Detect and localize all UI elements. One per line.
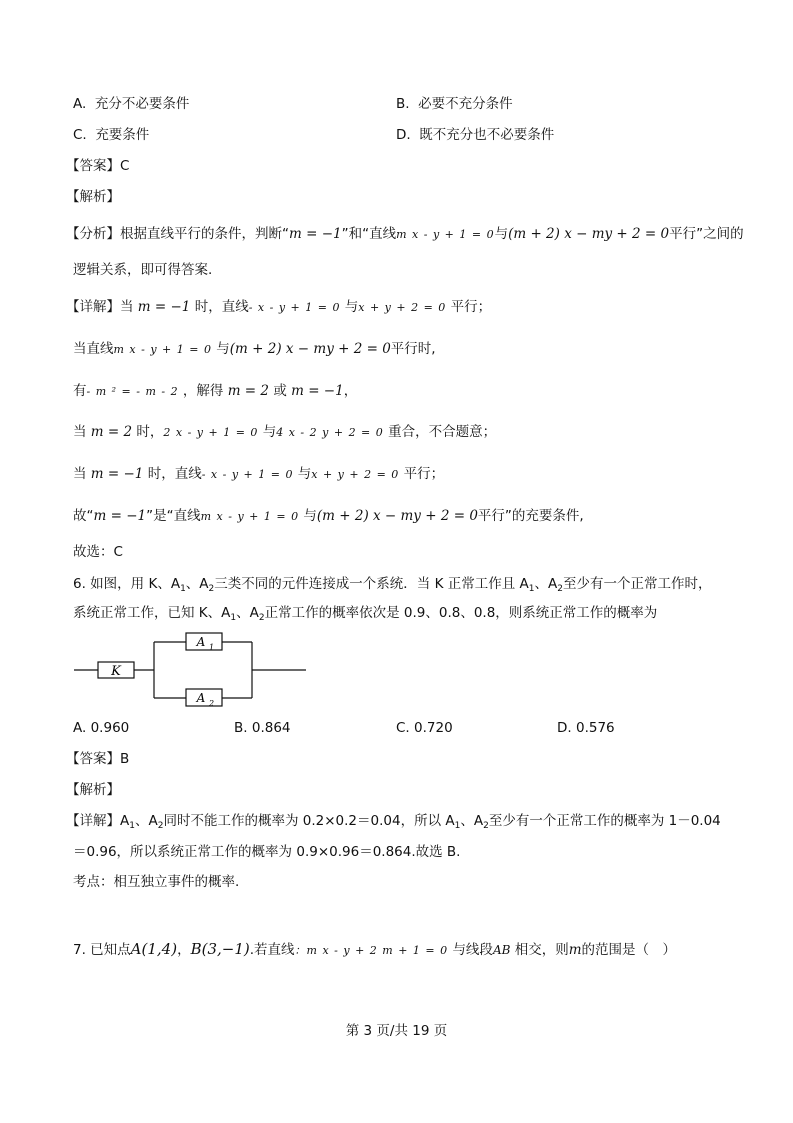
- final-answer: 故选：C: [73, 544, 123, 560]
- q6-option-d: D. 0.576: [557, 720, 615, 736]
- detail-line-3: 有- m ² = - m - 2 ，解得 m = 2 或 m = −1，: [73, 383, 358, 399]
- q6-analysis-heading: 【解析】: [66, 782, 120, 798]
- detail-line-1: 【详解】当 m = −1 时，直线- x - y + 1 = 0 与x + y + 2 = 0 平行；: [66, 299, 492, 315]
- detail-line-4: 当 m = 2 时，2 x - y + 1 = 0 与4 x - 2 y + 2 = 0 重合，不合题意；: [73, 424, 497, 440]
- a2-label: A: [196, 691, 206, 705]
- a2-sub: 2: [209, 699, 215, 708]
- q6-option-b: B. 0.864: [234, 720, 291, 736]
- option-c: C. 充要条件: [73, 127, 150, 143]
- q6-detail-line-2: ＝0.96，所以系统正常工作的概率为 0.9×0.96＝0.864.故选 B.: [73, 844, 461, 860]
- option-b: B. 必要不充分条件: [396, 96, 513, 112]
- option-d: D. 既不充分也不必要条件: [396, 127, 555, 143]
- q6-stem-line-2: 系统正常工作，已知 K、$A_1$、$A_2$正常工作的概率依次是 0.9、0.8、0.8，则系统正常工作的概率为: [73, 605, 658, 623]
- detail-line-2: 当直线m x - y + 1 = 0 与(m + 2) x − my + 2 = 0平行时,: [73, 341, 436, 357]
- k-label: K: [111, 664, 121, 679]
- analysis-heading: 【解析】: [66, 189, 120, 205]
- q6-answer-line: 【答案】B: [66, 751, 130, 767]
- q6-detail-line-1: 【详解】$A_1$、$A_2$同时不能工作的概率为 0.2×0.2＝0.04，所以 $A_1$、$A_2$至少有一个正常工作的概率为 1－0.04: [66, 813, 721, 831]
- q6-kaodian: 考点：相互独立事件的概率.: [73, 874, 240, 890]
- answer-line: 【答案】C: [66, 158, 130, 174]
- a1-sub: 1: [209, 643, 215, 652]
- q6-option-c: C. 0.720: [396, 720, 453, 736]
- option-a: A. 充分不必要条件: [73, 96, 190, 112]
- q6-stem-line-1: 6. 如图，用 K、$A_1$、$A_2$三类不同的元件连接成一个系统．当 K 正常工作且 $A_1$、$A_2$至少有一个正常工作时，: [73, 576, 712, 594]
- circuit-diagram: [70, 628, 310, 714]
- detail-line-5: 当 m = −1 时，直线- x - y + 1 = 0 与x + y + 2 = 0 平行；: [73, 466, 445, 482]
- q7-stem: 7. 已知点A(1,4)，B(3,−1).若直线：m x - y + 2 m + 1 = 0 与线段AB 相交，则m的范围是（ ）: [73, 940, 677, 958]
- fenxi-line-1: 【分析】根据直线平行的条件，判断“m = −1”和“直线m x - y + 1 = 0与(m + 2) x − my + 2 = 0平行”之间的: [66, 226, 744, 242]
- page-footer: 第 3 页/共 19 页: [345, 1023, 448, 1039]
- q6-option-a: A. 0.960: [73, 720, 130, 736]
- detail-line-6: 故“m = −1”是“直线m x - y + 1 = 0 与(m + 2) x − my + 2 = 0平行”的充要条件,: [73, 508, 584, 524]
- a1-label: A: [196, 635, 206, 649]
- fenxi-line-2: 逻辑关系，即可得答案.: [73, 262, 213, 278]
